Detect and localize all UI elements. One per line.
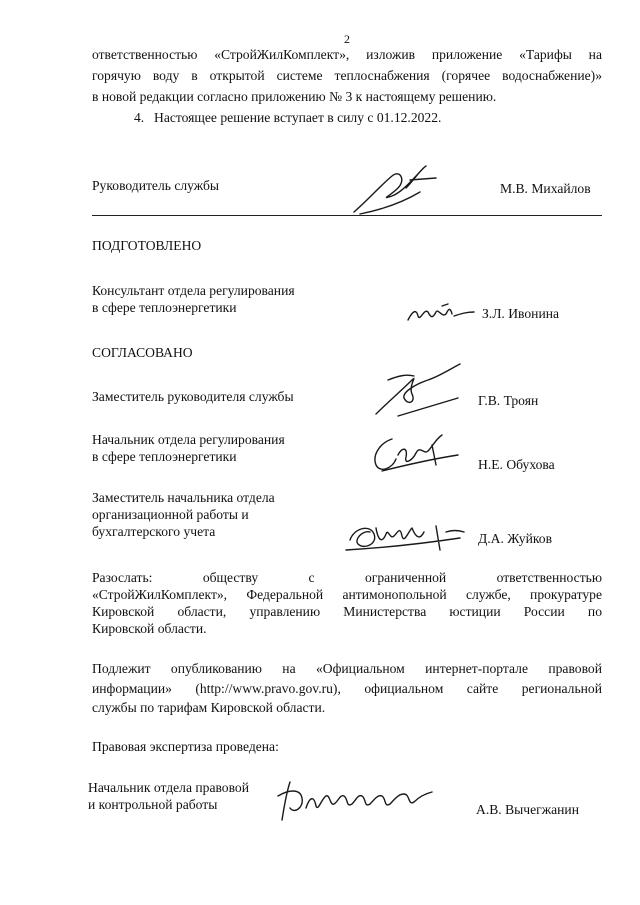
intro-line-2: горячую воду в открытой системе теплоснабжения (горячее водоснабжение)» xyxy=(92,68,602,83)
head-title: Руководитель службы xyxy=(92,178,220,193)
publication-line-1: Подлежит опубликованию на «Официальном интернет-портале правовой xyxy=(92,661,602,676)
prepared-signature-image xyxy=(402,298,480,328)
distribution-line-3: Кировской области, управлению Министерства юстиции России по xyxy=(92,604,602,619)
agreed-signer-2-position-line-2: в сфере теплоэнергетики xyxy=(92,449,237,464)
legal-review-text: Правовая экспертиза проведена: xyxy=(92,739,279,754)
agreed-signer-2-name: Н.Е. Обухова xyxy=(478,457,555,472)
publication-line-2: информации» (http://www.pravo.gov.ru), официальном сайте региональной xyxy=(92,681,602,696)
legal-review-position-line-1: Начальник отдела правовой xyxy=(88,780,250,795)
distribution-line-4: Кировской области. xyxy=(92,621,207,636)
legal-review-signature-image xyxy=(268,772,448,828)
prepared-name: З.Л. Ивонина xyxy=(482,306,560,321)
agreed-signer-1-name: Г.В. Троян xyxy=(478,393,539,408)
prepared-position-line-2: в сфере теплоэнергетики xyxy=(92,300,237,315)
distribution-line-1: Разослать: обществу с ограниченной ответственностью xyxy=(92,570,602,585)
item-4-number: 4. xyxy=(134,110,145,125)
prepared-position-line-1: Консультант отдела регулирования xyxy=(92,283,295,298)
agreed-signer-1-signature-image xyxy=(368,358,478,422)
legal-review-name: А.В. Вычегжанин xyxy=(476,802,579,817)
publication-line-3: службы по тарифам Кировской области. xyxy=(92,700,326,715)
prepared-heading: ПОДГОТОВЛЕНО xyxy=(92,238,202,253)
agreed-heading: СОГЛАСОВАНО xyxy=(92,345,193,360)
agreed-signer-2-signature-image xyxy=(362,425,472,481)
agreed-signer-3-name: Д.А. Жуйков xyxy=(478,531,553,546)
intro-line-3: в новой редакции согласно приложению № 3 к настоящему решению. xyxy=(92,89,497,104)
agreed-signer-3-signature-image xyxy=(340,510,472,560)
legal-review-position-line-2: и контрольной работы xyxy=(88,797,218,812)
head-signature-image xyxy=(340,158,460,220)
agreed-signer-3-position-line-3: бухгалтерского учета xyxy=(92,524,216,539)
agreed-signer-3-position-line-2: организационной работы и xyxy=(92,507,249,522)
intro-line-1: ответственностью «СтройЖилКомплект», изложив приложение «Тарифы на xyxy=(92,47,602,62)
agreed-signer-3-position-line-1: Заместитель начальника отдела xyxy=(92,490,275,505)
separator-line xyxy=(92,215,602,216)
item-4-text: Настоящее решение вступает в силу с 01.12.2022. xyxy=(154,110,442,125)
agreed-signer-1-position: Заместитель руководителя службы xyxy=(92,389,294,404)
agreed-signer-2-position-line-1: Начальник отдела регулирования xyxy=(92,432,285,447)
page-number: 2 xyxy=(344,32,350,46)
head-name: М.В. Михайлов xyxy=(500,181,591,196)
distribution-line-2: «СтройЖилКомплект», Федеральной антимонопольной службе, прокуратуре xyxy=(92,587,602,602)
